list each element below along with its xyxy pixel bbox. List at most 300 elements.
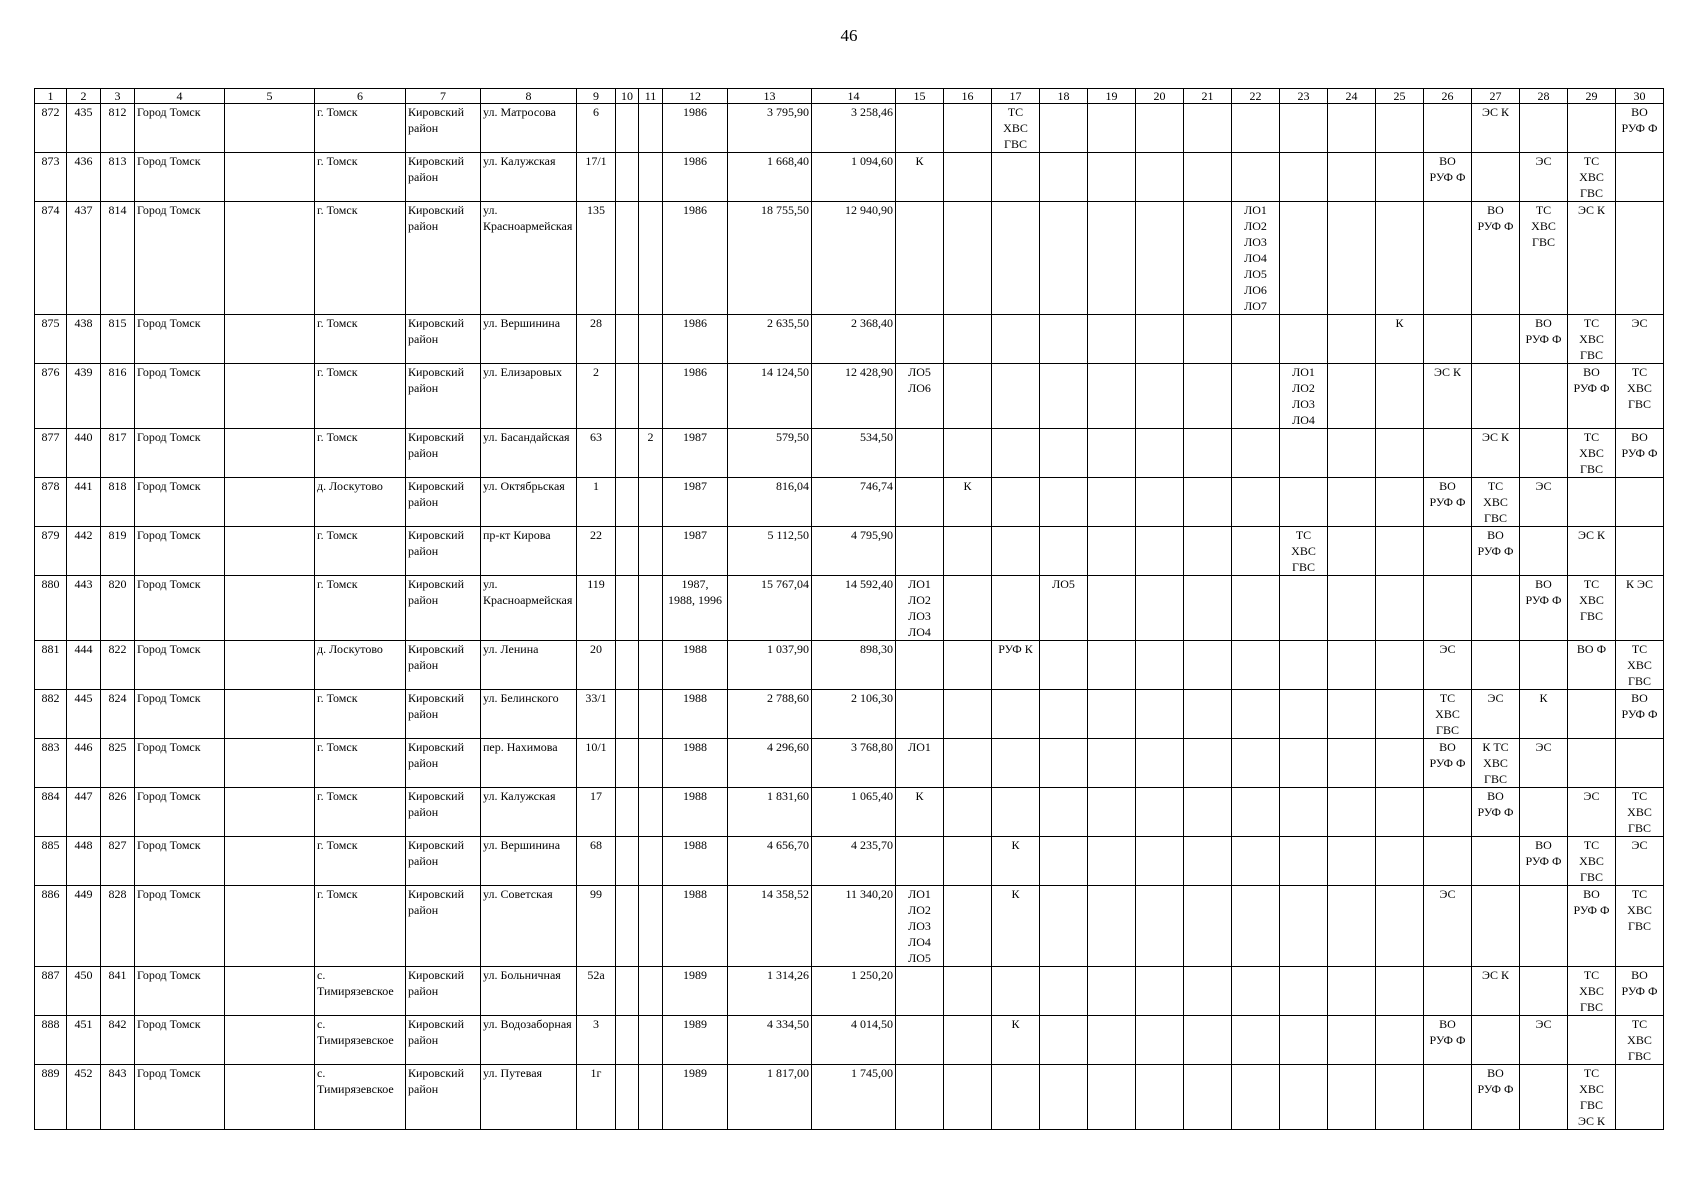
cell-col-14: 4 235,70	[812, 837, 896, 886]
cell-col-19	[1088, 690, 1136, 739]
cell-col-19	[1088, 788, 1136, 837]
cell-col-2: 435	[67, 104, 101, 153]
cell-col-19	[1088, 641, 1136, 690]
cell-col-28	[1520, 788, 1568, 837]
cell-col-11	[639, 527, 663, 576]
cell-col-26: ВО РУФ Ф	[1424, 153, 1472, 202]
cell-col-15: К	[896, 153, 944, 202]
cell-col-30: ВО РУФ Ф	[1616, 104, 1664, 153]
cell-col-26	[1424, 527, 1472, 576]
cell-col-19	[1088, 527, 1136, 576]
cell-col-11	[639, 153, 663, 202]
cell-col-16	[944, 153, 992, 202]
cell-col-8: ул. Красноармейская	[481, 576, 577, 641]
cell-col-11	[639, 1016, 663, 1065]
cell-col-28	[1520, 641, 1568, 690]
cell-col-30: ТС ХВС ГВС	[1616, 788, 1664, 837]
column-number-27: 27	[1472, 89, 1520, 104]
cell-col-12: 1986	[663, 153, 728, 202]
cell-col-15: ЛО1	[896, 739, 944, 788]
cell-col-24	[1328, 315, 1376, 364]
cell-col-26	[1424, 1065, 1472, 1130]
cell-col-28: ВО РУФ Ф	[1520, 837, 1568, 886]
cell-col-5	[225, 641, 315, 690]
cell-col-11	[639, 202, 663, 315]
cell-col-1: 886	[35, 886, 67, 967]
column-number-24: 24	[1328, 89, 1376, 104]
cell-col-16	[944, 527, 992, 576]
cell-col-12: 1989	[663, 1065, 728, 1130]
cell-col-27	[1472, 1016, 1520, 1065]
cell-col-4: Город Томск	[135, 202, 225, 315]
cell-col-18	[1040, 837, 1088, 886]
cell-col-29: ТС ХВС ГВС	[1568, 429, 1616, 478]
cell-col-10	[616, 202, 639, 315]
cell-col-5	[225, 1065, 315, 1130]
cell-col-12: 1986	[663, 104, 728, 153]
cell-col-1: 873	[35, 153, 67, 202]
cell-col-20	[1136, 690, 1184, 739]
cell-col-7: Кировский район	[406, 202, 481, 315]
cell-col-12: 1987, 1988, 1996	[663, 576, 728, 641]
cell-col-3: 826	[101, 788, 135, 837]
cell-col-27	[1472, 364, 1520, 429]
cell-col-7: Кировский район	[406, 315, 481, 364]
cell-col-21	[1184, 641, 1232, 690]
cell-col-25	[1376, 739, 1424, 788]
cell-col-11: 2	[639, 429, 663, 478]
cell-col-5	[225, 202, 315, 315]
table-row	[35, 739, 1664, 788]
cell-col-10	[616, 478, 639, 527]
cell-col-25	[1376, 788, 1424, 837]
cell-col-22	[1232, 886, 1280, 967]
cell-col-10	[616, 1065, 639, 1130]
cell-col-23	[1280, 478, 1328, 527]
cell-col-21	[1184, 364, 1232, 429]
cell-col-19	[1088, 967, 1136, 1016]
cell-col-11	[639, 739, 663, 788]
cell-col-28: ЭС	[1520, 739, 1568, 788]
cell-col-30: ТС ХВС ГВС	[1616, 886, 1664, 967]
cell-col-19	[1088, 429, 1136, 478]
cell-col-13: 579,50	[728, 429, 812, 478]
cell-col-29: ТС ХВС ГВС	[1568, 315, 1616, 364]
cell-col-21	[1184, 1016, 1232, 1065]
cell-col-18	[1040, 315, 1088, 364]
cell-col-18	[1040, 202, 1088, 315]
cell-col-12: 1987	[663, 478, 728, 527]
cell-col-20	[1136, 886, 1184, 967]
cell-col-13: 816,04	[728, 478, 812, 527]
cell-col-9: 2	[577, 364, 616, 429]
cell-col-23	[1280, 315, 1328, 364]
register-table	[34, 88, 1664, 1130]
cell-col-30	[1616, 478, 1664, 527]
cell-col-26	[1424, 315, 1472, 364]
cell-col-23: ЛО1 ЛО2 ЛО3 ЛО4	[1280, 364, 1328, 429]
cell-col-5	[225, 315, 315, 364]
cell-col-7: Кировский район	[406, 967, 481, 1016]
cell-col-22	[1232, 315, 1280, 364]
cell-col-19	[1088, 886, 1136, 967]
cell-col-29: ЭС К	[1568, 202, 1616, 315]
cell-col-28: К	[1520, 690, 1568, 739]
cell-col-22	[1232, 967, 1280, 1016]
cell-col-22	[1232, 576, 1280, 641]
cell-col-24	[1328, 153, 1376, 202]
cell-col-8: ул. Ленина	[481, 641, 577, 690]
table-row	[35, 967, 1664, 1016]
cell-col-19	[1088, 153, 1136, 202]
cell-col-3: 813	[101, 153, 135, 202]
cell-col-11	[639, 478, 663, 527]
cell-col-5	[225, 429, 315, 478]
cell-col-8: ул. Матросова	[481, 104, 577, 153]
cell-col-26: ЭС	[1424, 641, 1472, 690]
cell-col-8: ул. Больничная	[481, 967, 577, 1016]
cell-col-20	[1136, 429, 1184, 478]
cell-col-15: ЛО1 ЛО2 ЛО3 ЛО4	[896, 576, 944, 641]
cell-col-19	[1088, 104, 1136, 153]
cell-col-21	[1184, 315, 1232, 364]
cell-col-23	[1280, 837, 1328, 886]
cell-col-20	[1136, 576, 1184, 641]
cell-col-27	[1472, 641, 1520, 690]
table-row	[35, 576, 1664, 641]
cell-col-17	[992, 690, 1040, 739]
cell-col-1: 875	[35, 315, 67, 364]
cell-col-20	[1136, 837, 1184, 886]
cell-col-29	[1568, 104, 1616, 153]
cell-col-24	[1328, 886, 1376, 967]
cell-col-8: ул. Калужская	[481, 788, 577, 837]
cell-col-7: Кировский район	[406, 739, 481, 788]
cell-col-28: ВО РУФ Ф	[1520, 315, 1568, 364]
table-row	[35, 1065, 1664, 1130]
cell-col-12: 1986	[663, 364, 728, 429]
cell-col-2: 439	[67, 364, 101, 429]
cell-col-28	[1520, 364, 1568, 429]
cell-col-24	[1328, 739, 1376, 788]
cell-col-6: г. Томск	[315, 315, 406, 364]
cell-col-25	[1376, 153, 1424, 202]
cell-col-19	[1088, 315, 1136, 364]
cell-col-18	[1040, 1016, 1088, 1065]
cell-col-24	[1328, 104, 1376, 153]
cell-col-15	[896, 641, 944, 690]
cell-col-22	[1232, 739, 1280, 788]
cell-col-30: ТС ХВС ГВС	[1616, 641, 1664, 690]
cell-col-24	[1328, 1065, 1376, 1130]
cell-col-19	[1088, 837, 1136, 886]
cell-col-4: Город Томск	[135, 429, 225, 478]
cell-col-11	[639, 315, 663, 364]
cell-col-27: ВО РУФ Ф	[1472, 202, 1520, 315]
cell-col-7: Кировский район	[406, 837, 481, 886]
cell-col-29: ЭС	[1568, 788, 1616, 837]
cell-col-19	[1088, 576, 1136, 641]
column-number-10: 10	[616, 89, 639, 104]
cell-col-28	[1520, 1065, 1568, 1130]
cell-col-15	[896, 1065, 944, 1130]
cell-col-27	[1472, 315, 1520, 364]
column-number-9: 9	[577, 89, 616, 104]
cell-col-6: г. Томск	[315, 364, 406, 429]
cell-col-26: ВО РУФ Ф	[1424, 478, 1472, 527]
cell-col-14: 14 592,40	[812, 576, 896, 641]
cell-col-3: 825	[101, 739, 135, 788]
cell-col-5	[225, 1016, 315, 1065]
cell-col-4: Город Томск	[135, 690, 225, 739]
cell-col-7: Кировский район	[406, 690, 481, 739]
cell-col-18	[1040, 641, 1088, 690]
cell-col-24	[1328, 478, 1376, 527]
cell-col-8: ул. Водозаборная	[481, 1016, 577, 1065]
cell-col-22	[1232, 104, 1280, 153]
cell-col-27: ЭС К	[1472, 104, 1520, 153]
cell-col-4: Город Томск	[135, 315, 225, 364]
cell-col-3: 819	[101, 527, 135, 576]
cell-col-19	[1088, 1016, 1136, 1065]
cell-col-24	[1328, 202, 1376, 315]
cell-col-13: 1 314,26	[728, 967, 812, 1016]
cell-col-19	[1088, 478, 1136, 527]
cell-col-28: ЭС	[1520, 153, 1568, 202]
table-body	[35, 104, 1664, 1130]
cell-col-6: с. Тимирязевское	[315, 1016, 406, 1065]
cell-col-27: ЭС К	[1472, 429, 1520, 478]
cell-col-2: 448	[67, 837, 101, 886]
cell-col-8: ул. Белинского	[481, 690, 577, 739]
cell-col-13: 5 112,50	[728, 527, 812, 576]
cell-col-16	[944, 1065, 992, 1130]
cell-col-25	[1376, 429, 1424, 478]
cell-col-25: К	[1376, 315, 1424, 364]
cell-col-18	[1040, 967, 1088, 1016]
cell-col-23	[1280, 576, 1328, 641]
cell-col-21	[1184, 886, 1232, 967]
cell-col-12: 1988	[663, 837, 728, 886]
cell-col-5	[225, 478, 315, 527]
cell-col-24	[1328, 967, 1376, 1016]
cell-col-3: 816	[101, 364, 135, 429]
cell-col-15	[896, 315, 944, 364]
cell-col-10	[616, 739, 639, 788]
column-number-row	[35, 89, 1664, 104]
cell-col-26: ВО РУФ Ф	[1424, 739, 1472, 788]
cell-col-25	[1376, 104, 1424, 153]
cell-col-18	[1040, 886, 1088, 967]
cell-col-13: 4 656,70	[728, 837, 812, 886]
cell-col-20	[1136, 315, 1184, 364]
cell-col-18: ЛО5	[1040, 576, 1088, 641]
cell-col-6: г. Томск	[315, 153, 406, 202]
cell-col-7: Кировский район	[406, 429, 481, 478]
cell-col-1: 887	[35, 967, 67, 1016]
cell-col-13: 1 831,60	[728, 788, 812, 837]
cell-col-19	[1088, 364, 1136, 429]
column-number-22: 22	[1232, 89, 1280, 104]
cell-col-5	[225, 967, 315, 1016]
cell-col-12: 1989	[663, 1016, 728, 1065]
cell-col-2: 445	[67, 690, 101, 739]
cell-col-25	[1376, 527, 1424, 576]
cell-col-6: г. Томск	[315, 788, 406, 837]
cell-col-21	[1184, 837, 1232, 886]
cell-col-15: К	[896, 788, 944, 837]
cell-col-7: Кировский район	[406, 641, 481, 690]
cell-col-26	[1424, 429, 1472, 478]
cell-col-14: 1 250,20	[812, 967, 896, 1016]
cell-col-21	[1184, 690, 1232, 739]
cell-col-28	[1520, 886, 1568, 967]
cell-col-10	[616, 364, 639, 429]
cell-col-17	[992, 1065, 1040, 1130]
cell-col-28: ЭС	[1520, 478, 1568, 527]
cell-col-10	[616, 967, 639, 1016]
cell-col-14: 1 745,00	[812, 1065, 896, 1130]
cell-col-1: 876	[35, 364, 67, 429]
page-number: 46	[840, 26, 858, 45]
cell-col-19	[1088, 1065, 1136, 1130]
cell-col-8: ул. Калужская	[481, 153, 577, 202]
cell-col-18	[1040, 153, 1088, 202]
cell-col-2: 441	[67, 478, 101, 527]
cell-col-9: 3	[577, 1016, 616, 1065]
cell-col-9: 17	[577, 788, 616, 837]
cell-col-24	[1328, 788, 1376, 837]
cell-col-10	[616, 576, 639, 641]
cell-col-20	[1136, 739, 1184, 788]
cell-col-6: г. Томск	[315, 576, 406, 641]
column-number-1: 1	[35, 89, 67, 104]
cell-col-24	[1328, 429, 1376, 478]
cell-col-21	[1184, 429, 1232, 478]
cell-col-13: 2 788,60	[728, 690, 812, 739]
cell-col-4: Город Томск	[135, 1016, 225, 1065]
cell-col-22	[1232, 788, 1280, 837]
cell-col-20	[1136, 967, 1184, 1016]
cell-col-7: Кировский район	[406, 886, 481, 967]
table-row	[35, 527, 1664, 576]
cell-col-5	[225, 788, 315, 837]
cell-col-29	[1568, 478, 1616, 527]
cell-col-3: 817	[101, 429, 135, 478]
cell-col-22	[1232, 429, 1280, 478]
cell-col-12: 1986	[663, 315, 728, 364]
cell-col-10	[616, 429, 639, 478]
cell-col-12: 1986	[663, 202, 728, 315]
cell-col-17: ТС ХВС ГВС	[992, 104, 1040, 153]
cell-col-4: Город Томск	[135, 1065, 225, 1130]
cell-col-16	[944, 202, 992, 315]
cell-col-22	[1232, 153, 1280, 202]
cell-col-23	[1280, 1065, 1328, 1130]
cell-col-14: 4 014,50	[812, 1016, 896, 1065]
cell-col-12: 1988	[663, 886, 728, 967]
cell-col-3: 822	[101, 641, 135, 690]
cell-col-22	[1232, 1016, 1280, 1065]
cell-col-1: 888	[35, 1016, 67, 1065]
cell-col-3: 814	[101, 202, 135, 315]
cell-col-16	[944, 315, 992, 364]
cell-col-18	[1040, 104, 1088, 153]
table-row	[35, 478, 1664, 527]
cell-col-27	[1472, 153, 1520, 202]
cell-col-8: ул. Вершинина	[481, 315, 577, 364]
cell-col-30: ТС ХВС ГВС	[1616, 1016, 1664, 1065]
cell-col-16	[944, 1016, 992, 1065]
cell-col-1: 881	[35, 641, 67, 690]
cell-col-13: 4 296,60	[728, 739, 812, 788]
cell-col-16	[944, 886, 992, 967]
cell-col-1: 885	[35, 837, 67, 886]
cell-col-21	[1184, 527, 1232, 576]
cell-col-19	[1088, 202, 1136, 315]
cell-col-4: Город Томск	[135, 788, 225, 837]
cell-col-14: 12 940,90	[812, 202, 896, 315]
cell-col-29: ТС ХВС ГВС	[1568, 837, 1616, 886]
cell-col-29: ТС ХВС ГВС	[1568, 967, 1616, 1016]
cell-col-27: ВО РУФ Ф	[1472, 788, 1520, 837]
cell-col-22	[1232, 837, 1280, 886]
cell-col-12: 1988	[663, 739, 728, 788]
cell-col-15	[896, 1016, 944, 1065]
cell-col-24	[1328, 527, 1376, 576]
cell-col-6: г. Томск	[315, 690, 406, 739]
cell-col-21	[1184, 788, 1232, 837]
cell-col-29	[1568, 739, 1616, 788]
column-number-29: 29	[1568, 89, 1616, 104]
cell-col-24	[1328, 690, 1376, 739]
column-number-26: 26	[1424, 89, 1472, 104]
cell-col-12: 1987	[663, 429, 728, 478]
table-row	[35, 153, 1664, 202]
cell-col-9: 99	[577, 886, 616, 967]
cell-col-10	[616, 788, 639, 837]
cell-col-18	[1040, 1065, 1088, 1130]
column-number-5: 5	[225, 89, 315, 104]
cell-col-30: ЭС	[1616, 837, 1664, 886]
column-number-6: 6	[315, 89, 406, 104]
cell-col-12: 1988	[663, 641, 728, 690]
cell-col-7: Кировский район	[406, 1016, 481, 1065]
cell-col-13: 1 668,40	[728, 153, 812, 202]
cell-col-14: 2 106,30	[812, 690, 896, 739]
cell-col-18	[1040, 690, 1088, 739]
cell-col-6: г. Томск	[315, 104, 406, 153]
cell-col-16	[944, 837, 992, 886]
cell-col-26	[1424, 967, 1472, 1016]
cell-col-10	[616, 527, 639, 576]
column-number-16: 16	[944, 89, 992, 104]
table-row	[35, 837, 1664, 886]
cell-col-2: 442	[67, 527, 101, 576]
cell-col-6: с. Тимирязевское	[315, 967, 406, 1016]
column-number-25: 25	[1376, 89, 1424, 104]
cell-col-13: 1 037,90	[728, 641, 812, 690]
cell-col-2: 440	[67, 429, 101, 478]
cell-col-20	[1136, 527, 1184, 576]
cell-col-7: Кировский район	[406, 788, 481, 837]
cell-col-19	[1088, 739, 1136, 788]
cell-col-27	[1472, 886, 1520, 967]
cell-col-5	[225, 153, 315, 202]
cell-col-2: 436	[67, 153, 101, 202]
cell-col-14: 2 368,40	[812, 315, 896, 364]
cell-col-17	[992, 202, 1040, 315]
